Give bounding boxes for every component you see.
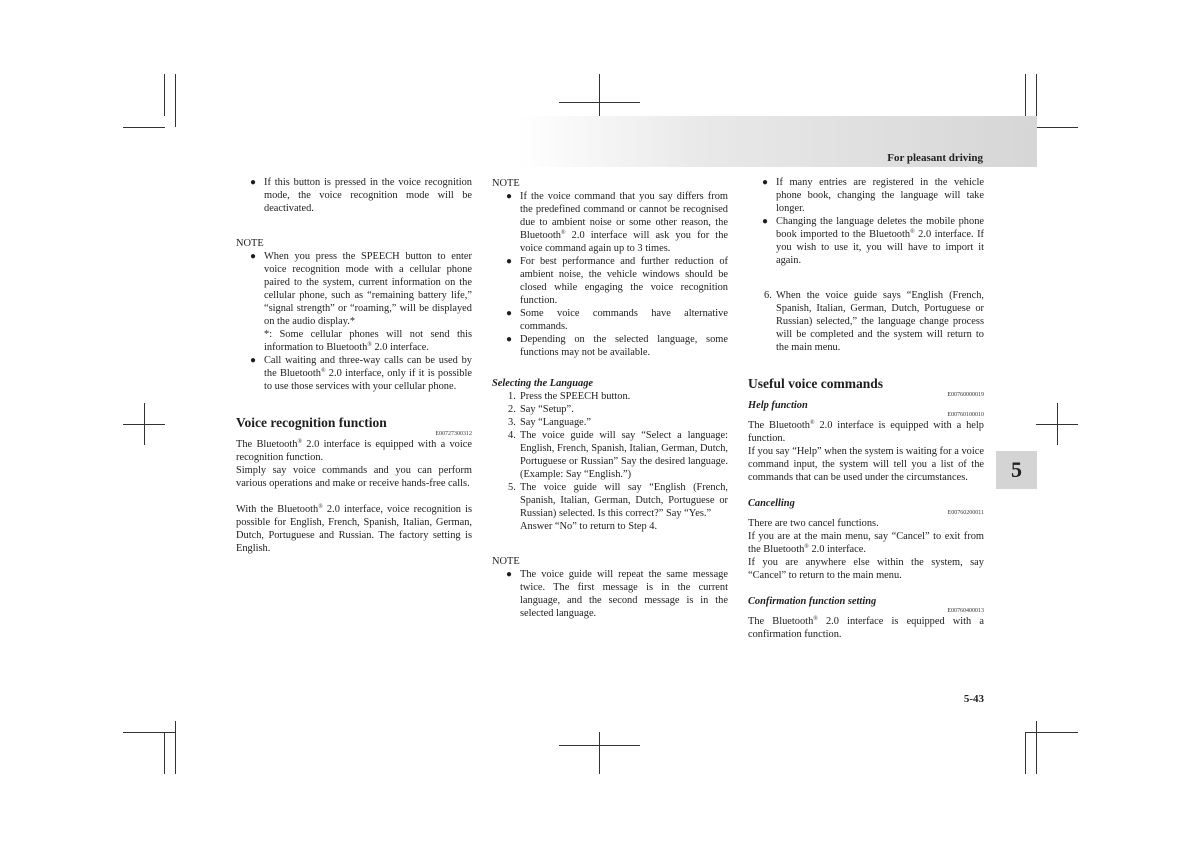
note-label: NOTE — [236, 238, 264, 249]
note-label: NOTE — [492, 178, 520, 189]
step-answer: Answer “No” to return to Step 4. — [520, 521, 658, 532]
crop-mark — [164, 732, 165, 774]
column-1 — [236, 176, 472, 555]
crop-mark — [1025, 732, 1026, 774]
paragraph: With the Bluetooth® 2.0 interface, voice recognition is possible for English, French, Spanish, Italian, German, Dutch, Portuguese and Russian. The factory setting is English. — [236, 504, 472, 554]
subsection-heading: Cancelling — [748, 498, 795, 509]
bullet-item: ● Depending on the selected language, some functions may not be available. — [492, 333, 728, 359]
paragraph: The Bluetooth® 2.0 interface is equipped with a confirmation function. — [748, 616, 984, 640]
crop-mark — [599, 732, 600, 774]
crop-mark — [144, 403, 145, 445]
footnote: *: Some cellular phones will not send this information to Bluetooth® 2.0 interface. — [264, 329, 472, 353]
step-item: 2. Say “Setup”. — [508, 404, 574, 415]
step-item: 4. The voice guide will say “Select a language: English, French, Spanish, Italian, German, Dutch, Portuguese or Russian” Say the desired language. (Example: Say “English.”) — [508, 430, 728, 480]
page-number: 5-43 — [963, 693, 984, 705]
subsection-heading: Selecting the Language — [492, 378, 594, 389]
crop-mark — [175, 74, 176, 127]
section-heading: Voice recognition function — [236, 415, 387, 430]
paragraph: The Bluetooth® 2.0 interface is equipped with a voice recognition function. — [236, 439, 472, 463]
crop-mark — [123, 732, 175, 733]
paragraph: If you are anywhere else within the system, say “Cancel” to return to the main menu. — [748, 557, 984, 581]
crop-mark — [1036, 127, 1078, 128]
crop-mark — [164, 74, 165, 116]
bullet-item — [236, 250, 472, 354]
note-label: NOTE — [492, 556, 520, 567]
bullet-item: ● If many entries are registered in the vehicle phone book, changing the language will take longer. — [748, 176, 984, 215]
reference-code: E00760400013 — [947, 608, 984, 614]
section-heading: Useful voice commands — [748, 376, 883, 391]
bullet-item: ● Changing the language deletes the mobile phone book imported to the Bluetooth® 2.0 interface. If you wish to use it, you will have to import it again. — [748, 215, 984, 267]
crop-mark — [1057, 403, 1058, 445]
step-item: 6. When the voice guide says “English (French, Spanish, Italian, German, Dutch, Portuguese or Russian) selected,” the language change process will be completed and the system will return to the main menu. — [764, 290, 984, 353]
paragraph: There are two cancel functions. — [748, 518, 879, 529]
subsection-heading: Help function — [748, 400, 808, 411]
chapter-tab: 5 — [996, 451, 1037, 489]
paragraph: Simply say voice commands and you can perform various operations and make or receive hands-free calls. — [236, 465, 472, 489]
section-header-title: For pleasant driving — [887, 152, 983, 164]
step-item: 3. Say “Language.” — [508, 417, 591, 428]
reference-code: E00760100010 — [947, 412, 984, 418]
paragraph: If you say “Help” when the system is waiting for a voice command input, the system will tell you a list of the commands that can be used under the circumstances. — [748, 446, 984, 483]
reference-code: E00760200011 — [947, 510, 984, 516]
crop-mark — [1025, 732, 1078, 733]
bullet-item: ● If this button is pressed in the voice recognition mode, the voice recognition mode will be deactivated. — [236, 176, 472, 215]
bullet-item: ● Some voice commands have alternative commands. — [492, 307, 728, 333]
crop-mark — [1036, 721, 1037, 774]
step-item: 5. The voice guide will say “English (French, Spanish, Italian, German, Dutch, Portuguese or Russian) selected. Is this correct?” Say “Yes.” — [508, 482, 728, 519]
crop-mark — [123, 127, 165, 128]
reference-code: E00727300312 — [435, 431, 472, 437]
subsection-heading: Confirmation function setting — [748, 596, 877, 607]
paragraph: The Bluetooth® 2.0 interface is equipped with a help function. — [748, 420, 984, 444]
step-item: 1. Press the SPEECH button. — [508, 391, 631, 402]
bullet-item: ● For best performance and further reduction of ambient noise, the vehicle windows should be closed while engaging the voice recognition function. — [492, 255, 728, 307]
column-2 — [492, 177, 728, 620]
crop-mark — [175, 721, 176, 774]
paragraph: If you are at the main menu, say “Cancel” to exit from the Bluetooth® 2.0 interface. — [748, 531, 984, 555]
bullet-item: ● The voice guide will repeat the same message twice. The first message is in the current language, and the second message is in the selected language. — [492, 568, 728, 620]
column-3 — [748, 176, 984, 641]
reference-code: E00760000019 — [947, 392, 984, 398]
bullet-item: ● Call waiting and three-way calls can be used by the Bluetooth® 2.0 interface, only if it is possible to use those services with your cellular phone. — [236, 354, 472, 393]
bullet-item: ● If the voice command that you say differs from the predefined command or cannot be recognised due to ambient noise or some other reason, the Bluetooth® 2.0 interface will ask you for the voice command again up to 3 times. — [492, 190, 728, 255]
note-text: When you press the SPEECH button to enter voice recognition mode with a cellular phone paired to the system, current information on the cellular phone, such as “remaining battery life,” “signal strength” or “roaming,” will be displayed on the audio display.* — [264, 251, 472, 327]
crop-mark — [1025, 74, 1026, 116]
